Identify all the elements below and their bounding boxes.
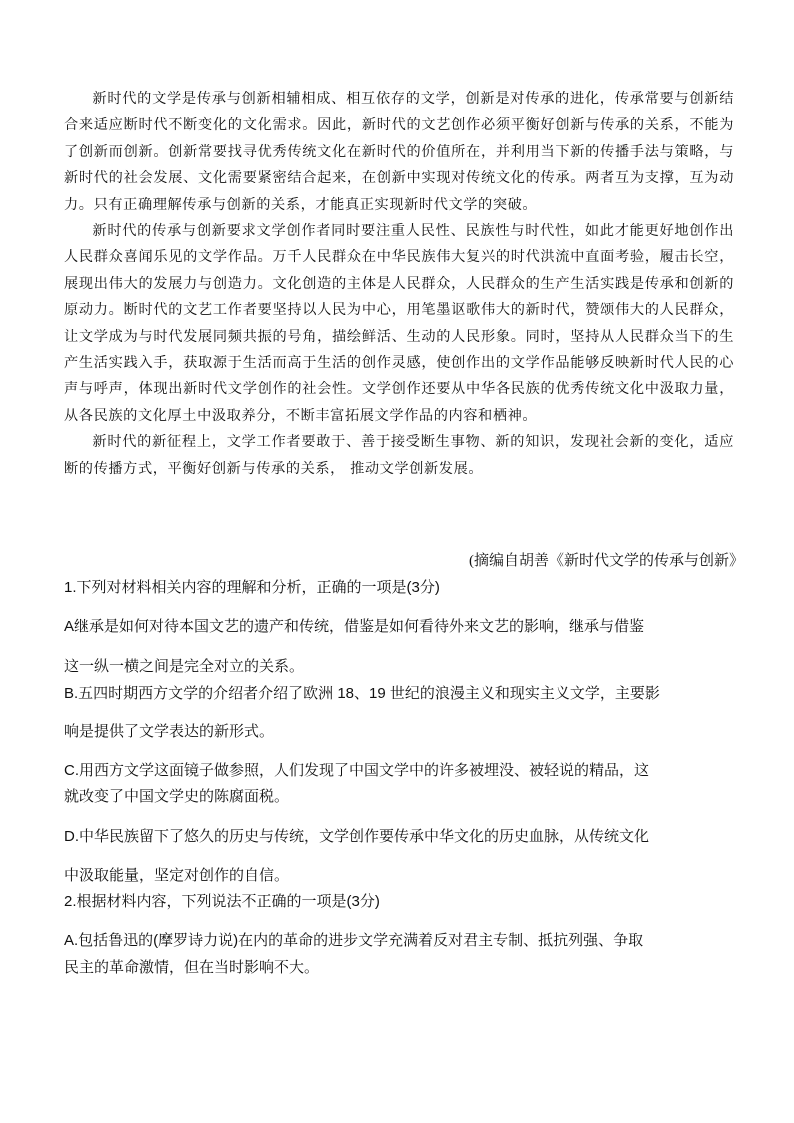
question-2-option-a-line-2: 民主的革命激情，但在当时影响不大。 (64, 959, 320, 976)
question-1-option-d-line-1: D.中华民族留下了悠久的历史与传统，文学创作要传承中华文化的历史血脉，从传统文化 (64, 828, 650, 845)
question-1-option-a-line-2: 这一纵一横之间是完全对立的关系。 (64, 658, 305, 675)
passage-source: (摘编自胡善《新时代文学的传承与创新》 (469, 553, 744, 569)
passage-paragraph-1: 新时代的文学是传承与创新相辅相成、相互依存的文学，创新是对传承的进化，传承常要与创新结合来适应断时代不断变化的文化需求。因此，新时代的文艺创作必须平衡好创新与传承的关系，不能为了创新而创新。创新常要找寻优秀传统文化在新时代的价值所在，并利用当下新的传播手法与策略，与新时代的社会发展、文化需要紧密结合起来，在创新中实现对传统文化的传承。两者互为支撑，互为动力。只有正确理解传承与创新的关系，才能真正实现新时代文学的突破。 (64, 91, 734, 213)
question-2-stem: 2.根据材料内容，下列说法不正确的一项是(3分) (64, 893, 380, 910)
passage-paragraph-3: 新时代的新征程上，文学工作者要敢于、善于接受断生事物、新的知识，发现社会新的变化，适应断的传播方式，平衡好创新与传承的关系， 推动文学创新发展。 (64, 434, 734, 477)
question-1-option-c-line-1: C.用西方文学这面镜子做参照，人们发现了中国文学中的许多被埋没、被轻说的精品，这 (64, 762, 650, 779)
question-2-option-a-line-1: A.包括鲁迅的(摩罗诗力说)在内的革命的进步文学充满着反对君主专制、抵抗列强、争取 (64, 932, 644, 949)
question-1-option-a-line-1: A继承是如何对待本国文艺的遗产和传统，借鉴是如何看待外来文艺的影响，继承与借鉴 (64, 618, 645, 635)
question-1-option-b-line-1: B.五四时期西方文学的介绍者介绍了欧洲 18、19 世纪的浪漫主义和现实主义文学，主要影 (64, 685, 660, 702)
question-1-stem: 1.下列对材料相关内容的理解和分析，正确的一项是(3分) (64, 579, 440, 596)
passage-paragraph-2: 新时代的传承与创新要求文学创作者同时要注重人民性、民族性与时代性，如此才能更好地创作出人民群众喜闻乐见的文学作品。万千人民群众在中华民族伟大复兴的时代洪流中直面考验，履击长空，展现出伟大的发展力与创造力。文化创造的主体是人民群众，人民群众的生产生活实践是传承和创新的原动力。断时代的文艺工作者要坚持以人民为中心，用笔墨讴歌伟大的新时代，赞颂伟大的人民群众，让文学成为与时代发展同频共振的号角，描绘鲜活、生动的人民形象。同时，坚持从人民群众当下的生产生活实践入手，获取源于生活而高于生活的创作灵感，使创作出的文学作品能够反映新时代人民的心声与呼声，体现出新时代文学创作的社会性。文学创作还要从中华各民族的优秀传统文化中汲取力量，从各民族的文化厚土中汲取养分，不断丰富拓展文学作品的内容和栖神。 (64, 223, 734, 424)
reading-passage (64, 86, 734, 482)
question-1-option-c-line-2: 就改变了中国文学史的陈腐面税。 (64, 788, 290, 805)
question-1-option-b-line-2: 响是提供了文学表达的新形式。 (64, 723, 275, 740)
question-1-option-d-line-2: 中汲取能量，坚定对创作的自信。 (64, 867, 290, 884)
